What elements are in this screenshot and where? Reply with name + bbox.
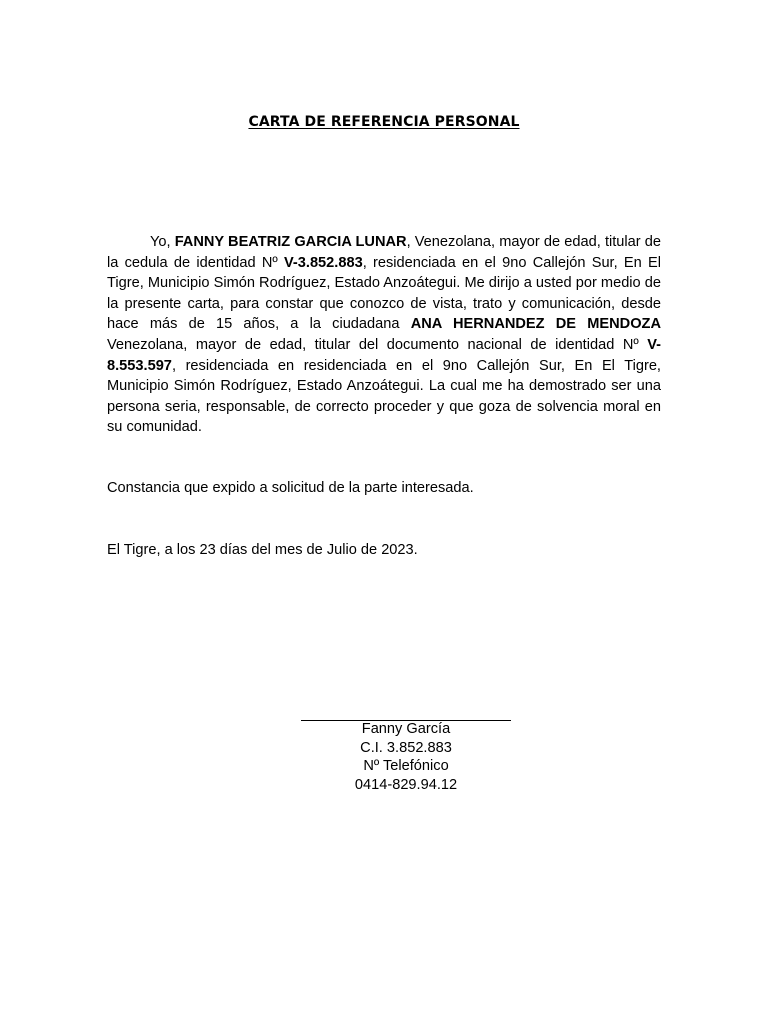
signature-name: Fanny García [361, 721, 451, 737]
body-text-part: , residenciada en el 9no Callejón Sur, En El Tigre, Municipio Simón Rodríguez, Estado Anzoátegui. Me dirijo a usted por medio de la presente carta, para constar que conozco de vista, trato y comunicación, desde hace más de 15 años, a la ciudadana [107, 254, 662, 333]
body-text-part: Venezolana, mayor de edad, titular del documento nacional de identidad Nº [107, 336, 648, 353]
referenced-name: ANA HERNANDEZ DE MENDOZA [410, 316, 661, 333]
signature-phone: 0414-829.94.12 [354, 776, 458, 793]
signature-block [301, 720, 511, 794]
referee-id: V-3.852.883 [283, 254, 363, 271]
body-text-part: , residenciada en residenciada en el 9no Callejón Sur, En El Tigre, Municipio Simón Rodríguez, Estado Anzoátegui. La cual me ha demostrado ser una persona seria, responsable, de correcto proceder y que goza de solvencia moral en su comunidad. [107, 357, 661, 436]
body-text-part: , Venezolana, mayor de edad, titular de la cedula de identidad Nº [107, 234, 661, 271]
signature-ci: C.I. 3.852.883 [360, 739, 452, 756]
referenced-id: V-8.553.597 [107, 336, 661, 374]
referee-name: FANNY BEATRIZ GARCIA LUNAR [174, 234, 407, 250]
document-title: CARTA DE REFERENCIA PERSONAL [248, 114, 520, 130]
date-line: El Tigre, a los 23 días del mes de Julio de 2023. [107, 542, 418, 558]
body-paragraph [107, 232, 661, 438]
signature-phone-label: Nº Telefónico [363, 758, 449, 774]
constancia-line: Constancia que expido a solicitud de la parte interesada. [107, 480, 474, 496]
body-text-part: Yo, [150, 234, 175, 250]
